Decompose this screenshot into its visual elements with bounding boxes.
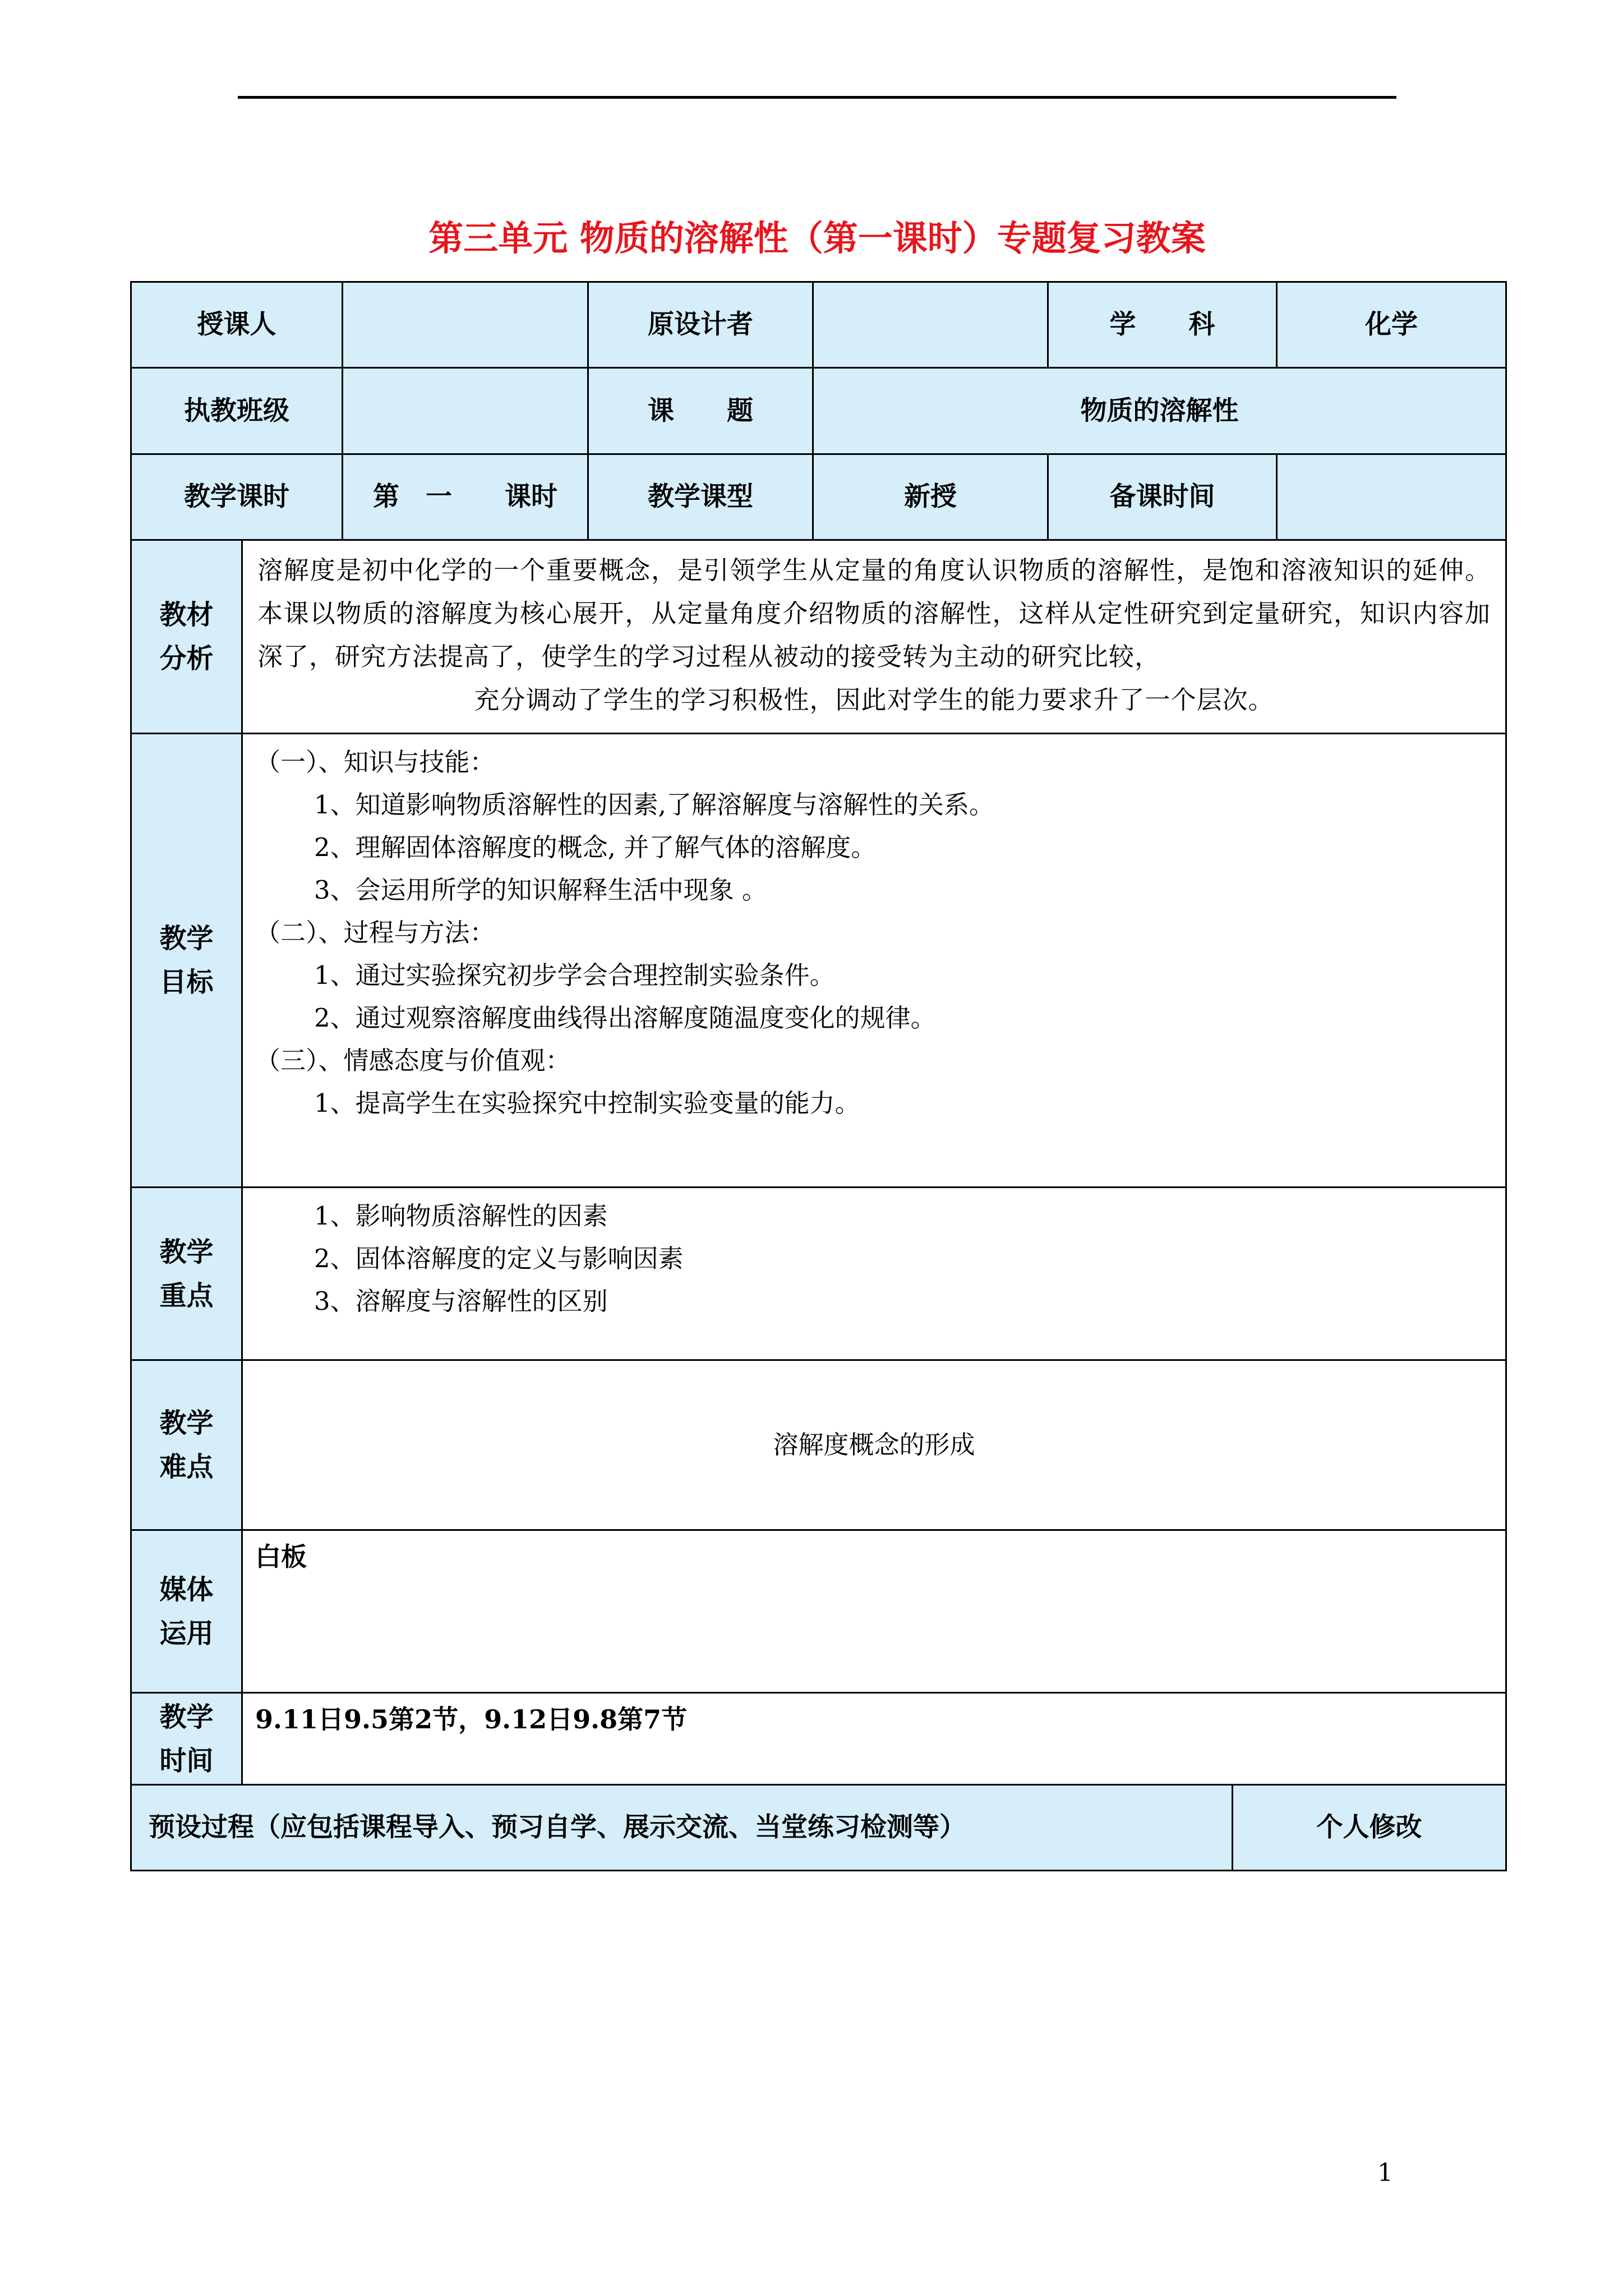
analysis-text-last: 充分调动了学生的学习积极性，因此对学生的能力要求升了一个层次。 xyxy=(474,685,1274,715)
difficulty-text: 溶解度概念的形成 xyxy=(773,1430,975,1460)
objectives-content xyxy=(241,733,1507,1188)
subject-label: 学 科 xyxy=(1047,281,1278,369)
analysis-label-line-1: 教材 xyxy=(159,599,214,631)
subject-value: 化学 xyxy=(1276,281,1507,369)
teacher-label: 授课人 xyxy=(130,281,343,369)
personal-revision-label: 个人修改 xyxy=(1232,1784,1507,1871)
difficulty-label-line-2: 难点 xyxy=(159,1451,214,1483)
process-label: 预设过程（应包括课程导入、预习自学、展示交流、当堂练习检测等） xyxy=(130,1784,1233,1871)
class-value xyxy=(342,367,589,455)
time-label-line-1: 教学 xyxy=(159,1701,214,1733)
objectives-item: 1、通过实验探究初步学会合理控制实验条件。 xyxy=(314,960,835,990)
difficulty-label xyxy=(130,1359,243,1531)
time-label-line-2: 时间 xyxy=(159,1745,214,1777)
teacher-value xyxy=(342,281,589,369)
objectives-label-line-1: 教学 xyxy=(159,923,214,954)
type-value: 新授 xyxy=(812,453,1049,541)
media-label-line-1: 媒体 xyxy=(159,1573,214,1605)
objectives-item: 2、理解固体溶解度的概念, 并了解气体的溶解度。 xyxy=(314,832,877,862)
prep-label: 备课时间 xyxy=(1047,453,1278,541)
objectives-section-process: （二）、过程与方法： xyxy=(255,918,495,947)
period-value: 第 一 课时 xyxy=(342,453,589,541)
designer-label: 原设计者 xyxy=(587,281,814,369)
key-point-item: 3、溶解度与溶解性的区别 xyxy=(314,1286,608,1316)
time-text: 9.11日9.5第2节，9.12日9.8第7节 xyxy=(255,1704,688,1734)
key-point-item: 1、影响物质溶解性的因素 xyxy=(314,1201,608,1231)
objectives-item: 2、通过观察溶解度曲线得出溶解度随温度变化的规律。 xyxy=(314,1003,936,1033)
key-points-label xyxy=(130,1186,243,1361)
key-points-content xyxy=(241,1186,1507,1361)
topic-value: 物质的溶解性 xyxy=(812,367,1507,455)
page-title: 第三单元 物质的溶解性（第一课时）专题复习教案 xyxy=(428,218,1206,259)
objectives-item: 3、会运用所学的知识解释生活中现象 。 xyxy=(314,875,767,905)
objectives-section-knowledge: （一）、知识与技能： xyxy=(255,747,495,777)
key-point-item: 2、固体溶解度的定义与影响因素 xyxy=(314,1244,684,1273)
objectives-label-line-2: 目标 xyxy=(159,967,214,998)
key-points-label-line-1: 教学 xyxy=(159,1236,214,1268)
designer-value xyxy=(812,281,1049,369)
difficulty-label-line-1: 教学 xyxy=(159,1407,214,1439)
media-label-line-2: 运用 xyxy=(159,1617,214,1649)
objectives-item: 1、知道影响物质溶解性的因素,了解溶解度与溶解性的关系。 xyxy=(314,790,994,820)
class-label: 执教班级 xyxy=(130,367,343,455)
objectives-section-attitude: （三）、情感态度与价值观： xyxy=(255,1046,571,1075)
page-number: 1 xyxy=(1377,2159,1393,2187)
type-label: 教学课型 xyxy=(587,453,814,541)
topic-label: 课 题 xyxy=(587,367,814,455)
objectives-label xyxy=(130,733,243,1188)
key-points-label-line-2: 重点 xyxy=(159,1280,214,1312)
analysis-label xyxy=(130,539,243,734)
period-label: 教学课时 xyxy=(130,453,343,541)
media-text: 白板 xyxy=(255,1542,307,1572)
time-label xyxy=(130,1692,243,1786)
analysis-text: 溶解度是初中化学的一个重要概念，是引领学生从定量的角度认识物质的溶解性，是饱和溶液知识的延伸。本课以物质的溶解度为核心展开，从定量角度介绍物质的溶解性，这样从定性研究到定量研究，知识内容加深了，研究方法提高了，使学生的学习过程从被动的接受转为主动的研究比较， xyxy=(257,555,1491,671)
objectives-item: 1、提高学生在实验探究中控制实验变量的能力。 xyxy=(314,1088,860,1118)
difficulty-content xyxy=(241,1359,1507,1531)
time-content xyxy=(241,1692,1507,1786)
media-content xyxy=(241,1529,1507,1694)
analysis-label-line-2: 分析 xyxy=(159,643,214,674)
prep-value xyxy=(1276,453,1507,541)
analysis-content xyxy=(241,539,1507,734)
media-label xyxy=(130,1529,243,1694)
header-rule xyxy=(238,96,1396,99)
